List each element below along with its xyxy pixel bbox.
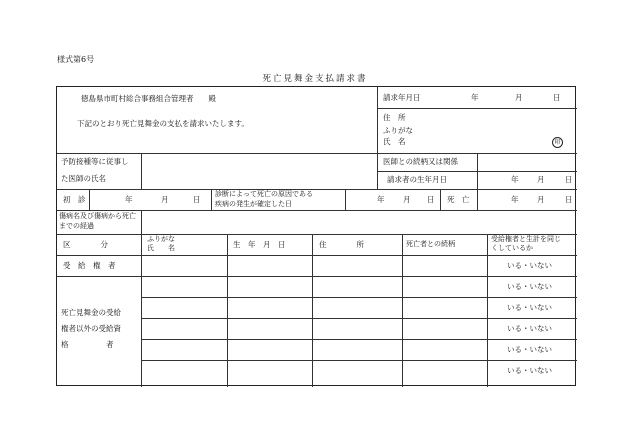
diagnosis-year: 年 [377,195,385,204]
claimant-dob-year: 年 [511,175,519,184]
claim-form [56,86,576,386]
header-relation: 死亡者との続柄 [406,240,455,248]
claimant-dob-day: 日 [565,175,573,184]
death-day: 日 [565,195,573,204]
first-visit-year: 年 [125,195,133,204]
form-title: 死亡見舞金支払請求書 [262,74,368,84]
request-year: 年 [471,93,479,102]
header-category: 区 分 [63,240,108,249]
cohabit-option[interactable]: いる・いない [507,261,552,270]
cohabit-option[interactable]: いる・いない [507,345,552,354]
cohabit-option[interactable]: いる・いない [507,303,552,312]
seal-icon: 印 [552,137,563,148]
first-visit-label: 初 診 [63,195,86,204]
relation-label: 医師との続柄又は関係 [383,157,458,166]
addressee: 徳島県市町村総合事務組合管理者 殿 [81,94,216,103]
cohabit-option[interactable]: いる・いない [507,366,552,375]
history-label-line1: 傷病名及び傷病から死亡 [59,212,136,220]
doctor-label-line1: 予防接種等に従事し [61,157,129,166]
recipient-label: 受 給 権 者 [63,261,116,270]
first-visit-day: 日 [193,195,201,204]
death-year: 年 [511,195,519,204]
doctor-label-line2: た医師の氏名 [61,174,106,183]
diagnosis-month: 月 [403,195,411,204]
header-furigana: ふりがな [147,235,175,243]
others-label-line3: 格 者 [61,340,114,349]
first-visit-month: 月 [161,195,169,204]
others-label-line1: 死亡見舞金の受給 [61,308,121,317]
cohabit-option[interactable]: いる・いない [507,282,552,291]
request-day: 日 [553,93,561,102]
claimant-dob-label: 請求者の生年月日 [387,175,447,184]
header-dob: 生 年 月 日 [233,240,286,249]
death-month: 月 [537,195,545,204]
address-label: 住 所 [383,113,406,122]
history-label-line2: までの経過 [59,222,94,230]
diagnosis-label-line1: 診断によって死亡の原因である [215,190,313,198]
header-cohabit-line2: くしているか [491,244,533,252]
others-label-line2: 権者以外の受給資 [61,324,121,333]
furigana-label: ふりがな [383,126,413,135]
header-cohabit-line1: 受給権者と生計を同じ [491,235,561,243]
request-date-label: 請求年月日 [383,93,421,102]
request-month: 月 [515,93,523,102]
form-number: 様式第6号 [57,55,95,64]
diagnosis-day: 日 [427,195,435,204]
header-name: 氏 名 [147,244,175,252]
cohabit-option[interactable]: いる・いない [507,324,552,333]
claimant-dob-month: 月 [537,175,545,184]
request-statement: 下記のとおり死亡見舞金の支払を請求いたします。 [77,119,249,128]
header-address: 住 所 [319,240,364,249]
name-label: 氏 名 [383,137,406,146]
death-label: 死 亡 [447,195,470,204]
diagnosis-label-line2: 疾病の発生が確定した日 [215,200,292,208]
